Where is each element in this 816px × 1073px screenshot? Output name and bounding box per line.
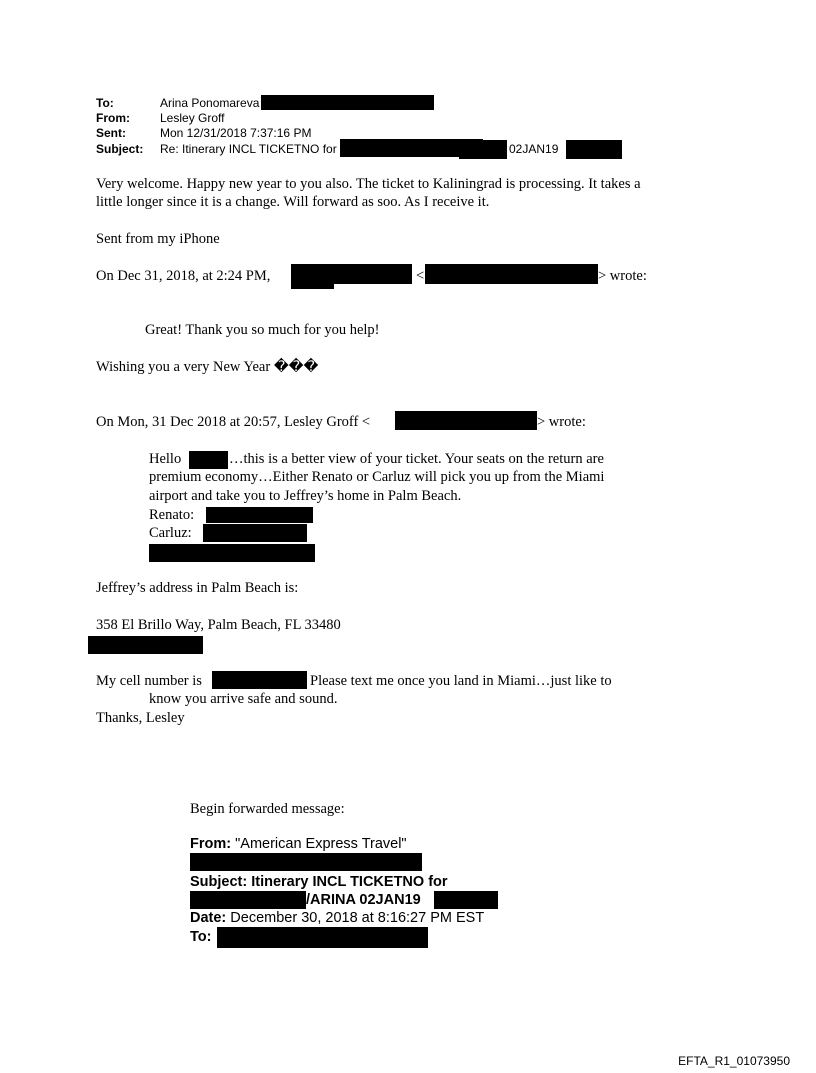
redaction-bar [203, 524, 307, 542]
cell-line-2: know you arrive safe and sound. [149, 691, 338, 707]
redaction-bar [261, 95, 434, 110]
address-intro: Jeffrey’s address in Palm Beach is: [96, 580, 299, 596]
forwarded-to-label: To: [190, 929, 212, 945]
subject-text: Re: Itinerary INCL TICKETNO for [160, 142, 337, 157]
signoff: Thanks, Lesley [96, 710, 185, 726]
forwarded-subject-line-2 [306, 892, 421, 909]
sent-label: Sent: [96, 126, 126, 140]
quote-1-suffix: > wrote: [598, 268, 647, 284]
from-value: Lesley Groff [160, 111, 225, 125]
redaction-bar [190, 853, 422, 871]
document-id: EFTA_R1_01073950 [678, 1054, 790, 1068]
quote-1-prefix: On Dec 31, 2018, at 2:24 PM, [96, 268, 271, 284]
carluz-label: Carluz: [149, 525, 192, 541]
redaction-bar [434, 891, 498, 909]
redaction-bar [395, 411, 537, 430]
forwarded-subject-value: Itinerary INCL TICKETNO for [251, 874, 448, 890]
forwarded-from-line [190, 836, 407, 853]
address-line: 358 El Brillo Way, Palm Beach, FL 33480 [96, 617, 341, 633]
redaction-bar [149, 544, 315, 562]
hello-line-3: airport and take you to Jeffrey’s home in Palm Beach. [149, 488, 462, 504]
forwarded-date-label: Date: [190, 910, 227, 926]
to-value [160, 97, 434, 111]
quote-2-prefix: On Mon, 31 Dec 2018 at 20:57, Lesley Groff < [96, 414, 371, 430]
hello-rest: …this is a better view of your ticket. Your seats on the return are [229, 451, 604, 467]
thanks-line: Great! Thank you so much for you help! [145, 322, 380, 338]
forwarded-date-line [190, 910, 484, 927]
redaction-bar [88, 636, 203, 654]
renato-label: Renato: [149, 507, 195, 523]
forwarded-from-label: From: [190, 836, 232, 852]
cell-prefix: My cell number is [96, 673, 202, 689]
cell-rest: Please text me once you land in Miami…just like to [310, 673, 612, 689]
quote-2-suffix: > wrote: [537, 414, 586, 430]
to-name: Arina Ponomareva [160, 96, 260, 110]
redaction-bar [189, 451, 228, 469]
body-paragraph-1-line-2: little longer since it is a change. Will forward as soo. As I receive it. [96, 194, 490, 210]
quote-1-lt: < [416, 268, 425, 284]
sent-value: Mon 12/31/2018 7:37:16 PM [160, 126, 312, 140]
sent-from-line: Sent from my iPhone [96, 231, 220, 247]
redaction-bar [217, 927, 428, 948]
hello-line-2: premium economy…Either Renato or Carluz will pick you up from the Miami [149, 469, 605, 485]
subject-value [160, 143, 483, 157]
redaction-bar [425, 264, 598, 284]
subject-label: Subject: [96, 142, 144, 156]
wishing-line: Wishing you a very New Year ��� [96, 359, 319, 375]
forwarded-intro: Begin forwarded message: [190, 801, 345, 817]
forwarded-date-value: December 30, 2018 at 8:16:27 PM EST [230, 910, 485, 926]
redaction-bar [459, 140, 507, 159]
redaction-bar [566, 140, 622, 159]
redaction-bar [190, 891, 306, 909]
forwarded-subject-line [190, 874, 448, 891]
from-label: From: [96, 111, 130, 125]
redaction-bar [206, 507, 313, 523]
subject-date: 02JAN19 [509, 142, 559, 156]
forwarded-from-value: "American Express Travel" [235, 836, 407, 852]
redaction-bar [291, 264, 412, 284]
hello-prefix: Hello [149, 451, 182, 467]
forwarded-subject-label: Subject: [190, 874, 248, 890]
forwarded-to-line [190, 929, 211, 946]
body-paragraph-1-line-1: Very welcome. Happy new year to you also. The ticket to Kaliningrad is processing. It takes a [96, 176, 641, 192]
to-label: To: [96, 96, 114, 110]
redaction-bar [291, 283, 334, 289]
forwarded-subject-tail: /ARINA 02JAN19 [306, 892, 421, 908]
redaction-bar [212, 671, 307, 689]
